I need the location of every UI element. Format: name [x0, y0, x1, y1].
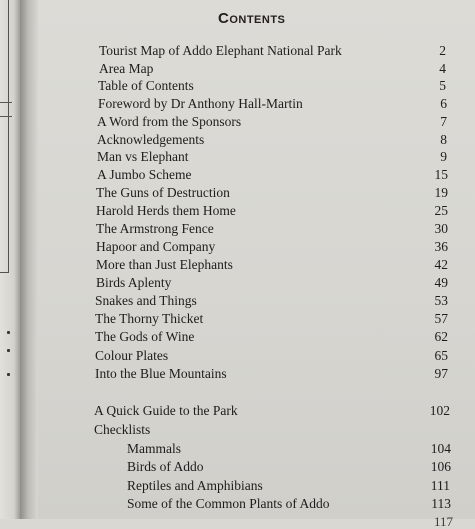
toc-entry-label: Colour Plates: [95, 348, 169, 363]
toc-entry: [98, 95, 447, 113]
toc-entry-page: 104: [430, 441, 451, 456]
toc-entry-page: 25: [434, 203, 448, 218]
toc-entry: [96, 238, 448, 256]
toc-entry-page: 62: [434, 329, 448, 344]
facing-page-tick: [0, 116, 12, 117]
toc-entry-label: Birds of Addo: [127, 459, 204, 474]
toc-entry: [95, 310, 448, 328]
toc-entry-page: 36: [434, 239, 448, 254]
toc-entry: [95, 347, 448, 365]
toc-entry-page: 4: [439, 61, 446, 76]
toc-entry-page: 106: [430, 459, 451, 474]
toc-entry: [96, 256, 448, 274]
facing-page-edge: [0, 0, 20, 519]
toc-entry: [96, 220, 448, 238]
toc-subentry: [127, 440, 451, 458]
toc-entry: [95, 365, 448, 383]
toc-entry-page: 2: [439, 43, 446, 58]
toc-entry-label: Into the Blue Mountains: [95, 366, 227, 381]
toc-subentry: [127, 458, 451, 476]
toc-entry-label: The Gods of Wine: [95, 329, 195, 344]
toc-entry: [96, 202, 448, 220]
toc-entry: [99, 42, 446, 60]
toc-entry-label: Mammals: [127, 441, 181, 456]
toc-entry-page: 49: [434, 275, 448, 290]
toc-entry-label: Acknowledgements: [97, 132, 205, 147]
toc-entry-label: Some of the Common Plants of Addo: [127, 496, 330, 511]
toc-entry-label: The Armstrong Fence: [96, 221, 214, 236]
toc-entry-label: Table of Contents: [98, 78, 194, 93]
cut-off-page-number: 117: [433, 514, 453, 529]
toc-section-checklists: [94, 421, 294, 439]
toc-section-label: Checklists: [94, 422, 151, 437]
toc-entry: [97, 148, 447, 166]
toc-entry-label: A Jumbo Scheme: [97, 167, 192, 182]
table-of-contents: [38, 0, 475, 529]
toc-entry-page: 42: [434, 257, 448, 272]
toc-entry: [96, 274, 448, 292]
toc-entry: [95, 328, 448, 346]
toc-entry: [95, 292, 448, 310]
page-title: Contents: [218, 10, 286, 27]
toc-entry-label: A Word from the Sponsors: [97, 114, 242, 129]
toc-entry-label: The Guns of Destruction: [96, 185, 230, 200]
toc-entry-page: 6: [440, 96, 447, 111]
toc-entry-guide: [94, 402, 450, 420]
toc-entry-page: 111: [430, 478, 450, 493]
toc-entry-label: Reptiles and Amphibians: [127, 478, 263, 493]
toc-entry: [99, 60, 446, 78]
toc-entry-page: 7: [440, 114, 447, 129]
toc-entry: [96, 184, 448, 202]
toc-entry-page: 5: [439, 78, 446, 93]
toc-entry: [97, 166, 448, 184]
toc-entry-label: Birds Aplenty: [96, 275, 172, 290]
facing-page-map-frame: [0, 0, 9, 273]
toc-entry-label: Tourist Map of Addo Elephant National Park: [99, 43, 342, 58]
toc-entry-page: 53: [434, 293, 448, 308]
toc-entry-page: 97: [434, 366, 448, 381]
toc-entry-label: More than Just Elephants: [96, 257, 233, 272]
contents-page: [38, 0, 475, 529]
toc-entry-page: 102: [429, 403, 450, 418]
facing-page-tick: [0, 102, 12, 103]
toc-entry: [97, 131, 447, 149]
facing-page-mark: [7, 331, 10, 334]
toc-entry-page: 65: [434, 348, 448, 363]
toc-entry-label: Area Map: [99, 61, 154, 76]
facing-page-mark: [7, 349, 10, 352]
toc-entry-label: Harold Herds them Home: [96, 203, 236, 218]
toc-entry-page: 57: [434, 311, 448, 326]
toc-entry: [98, 77, 446, 95]
toc-subentry: [127, 477, 450, 495]
toc-entry-label: Man vs Elephant: [97, 149, 189, 164]
toc-entry: [97, 113, 447, 131]
toc-subentry: [127, 495, 451, 513]
toc-entry-page: 15: [434, 167, 448, 182]
toc-entry-page: 19: [434, 185, 448, 200]
toc-entry-page: 9: [440, 149, 447, 164]
toc-entry-page: 113: [431, 496, 451, 511]
toc-entry-page: 8: [440, 132, 447, 147]
toc-entry-label: Hapoor and Company: [96, 239, 216, 254]
toc-entry-page: 30: [434, 221, 448, 236]
toc-entry-label: The Thorny Thicket: [95, 311, 204, 326]
toc-entry-label: Foreword by Dr Anthony Hall-Martin: [98, 96, 303, 111]
toc-entry-label: Snakes and Things: [95, 293, 197, 308]
book-gutter: [20, 0, 38, 519]
toc-entry-label: A Quick Guide to the Park: [94, 403, 238, 418]
facing-page-mark: [7, 373, 10, 376]
